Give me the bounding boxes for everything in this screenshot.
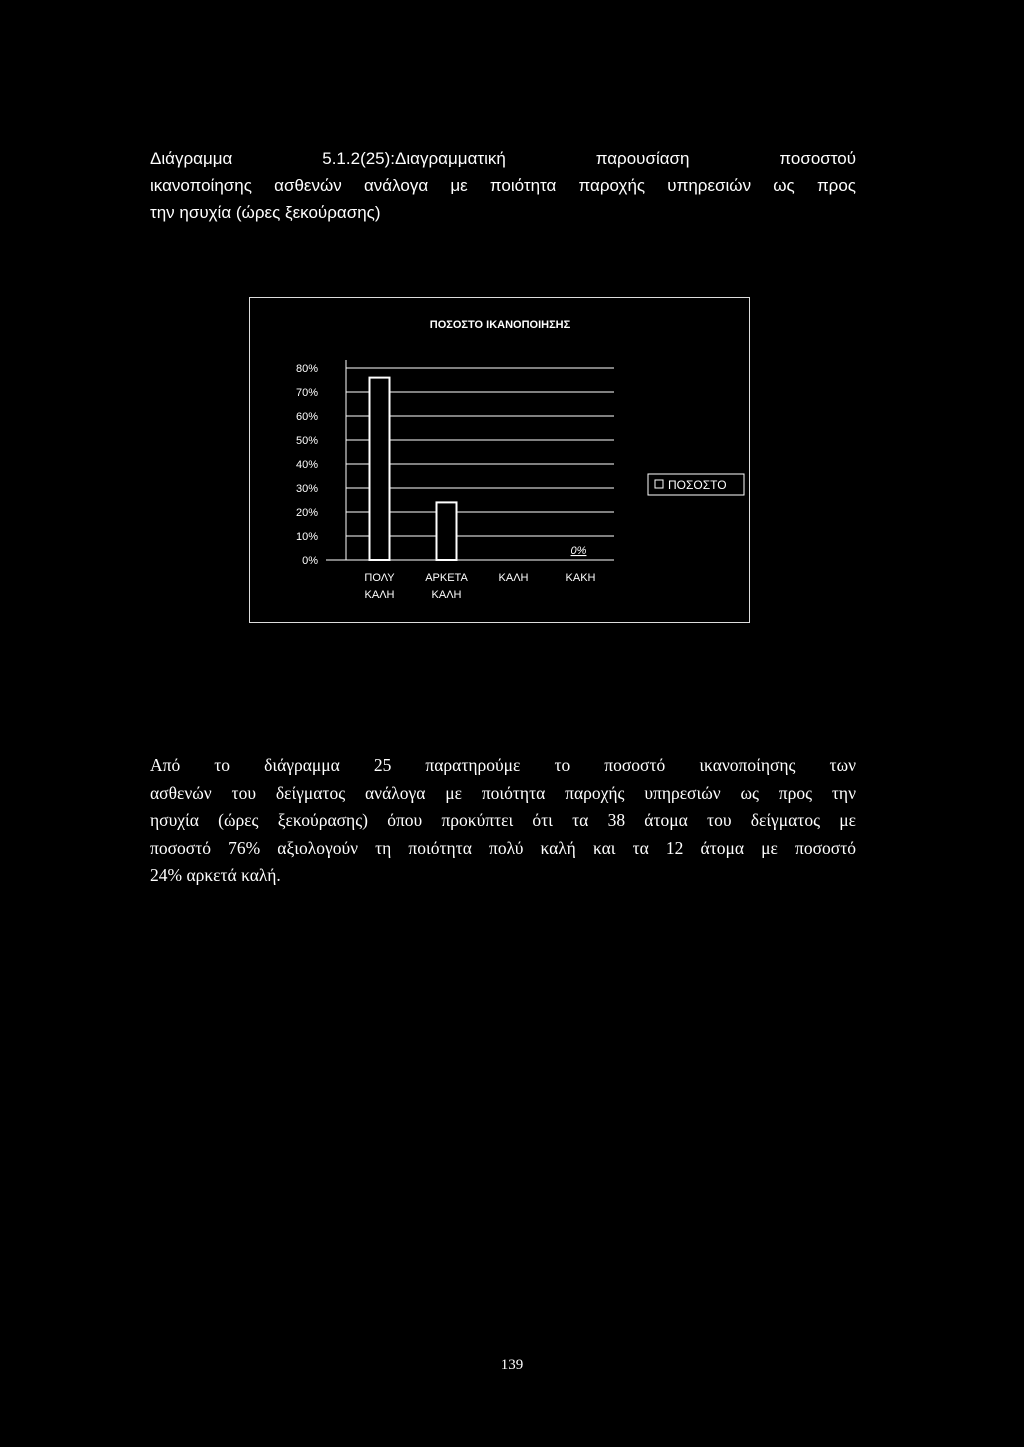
y-tick-label: 70% <box>295 387 318 399</box>
y-tick-label: 40% <box>295 459 318 471</box>
paragraph-line: ποσοστό 76% αξιολογούν τη ποιότητα πολύ καλή και τα 12 άτομα με ποσοστό <box>150 837 856 858</box>
y-tick-label: 20% <box>295 507 318 519</box>
caption-line: Διάγραμμα 5.1.2(25):Διαγραμματική παρουσίαση ποσοστού <box>150 149 856 168</box>
x-tick-label: ΑΡΚΕΤΑ <box>425 572 468 584</box>
x-tick-label: ΚΑΛΗ <box>431 589 462 601</box>
y-tick-label: 30% <box>295 483 318 495</box>
y-tick-label: 0% <box>302 555 318 567</box>
y-tick-label: 80% <box>295 363 318 375</box>
x-tick-label: ΚΑΚΗ <box>565 572 596 584</box>
legend-swatch <box>655 480 663 488</box>
caption-line: την ησυχία (ώρες ξεκούρασης) <box>150 203 381 222</box>
x-tick-label: ΚΑΛΗ <box>498 572 529 584</box>
chart-title: ΠΟΣΟΣΤΟ ΙΚΑΝΟΠΟΙΗΣΗΣ <box>429 319 571 331</box>
legend-label: ΠΟΣΟΣΤΟ <box>668 478 727 492</box>
paragraph-line: Από το διάγραμμα 25 παρατηρούμε το ποσοστό ικανοποίησης των <box>150 755 856 775</box>
paragraph-line: 24% αρκετά καλή. <box>150 865 281 885</box>
paragraph-line: ησυχία (ώρες ξεκούρασης) όπου προκύπτει ότι τα 38 άτομα του δείγματος με <box>150 810 856 830</box>
x-tick-label: ΚΑΛΗ <box>364 589 395 601</box>
bar <box>370 378 390 560</box>
y-tick-label: 50% <box>295 435 318 447</box>
page-number: 139 <box>500 1357 524 1373</box>
data-label: 0% <box>570 545 587 557</box>
figure-caption <box>150 145 856 226</box>
body-paragraph <box>150 752 856 890</box>
chart-frame <box>249 297 750 623</box>
caption-line: ικανοποίησης ασθενών ανάλογα με ποιότητα παροχής υπηρεσιών ως προς <box>150 176 856 195</box>
paragraph-line: ασθενών του δείγματος ανάλογα με ποιότητα παροχής υπηρεσιών ως προς την <box>150 782 856 803</box>
bar-chart <box>250 298 751 624</box>
bar <box>437 502 457 560</box>
y-tick-label: 10% <box>295 531 318 543</box>
x-tick-label: ΠΟΛΥ <box>364 572 395 584</box>
y-tick-label: 60% <box>295 411 318 423</box>
